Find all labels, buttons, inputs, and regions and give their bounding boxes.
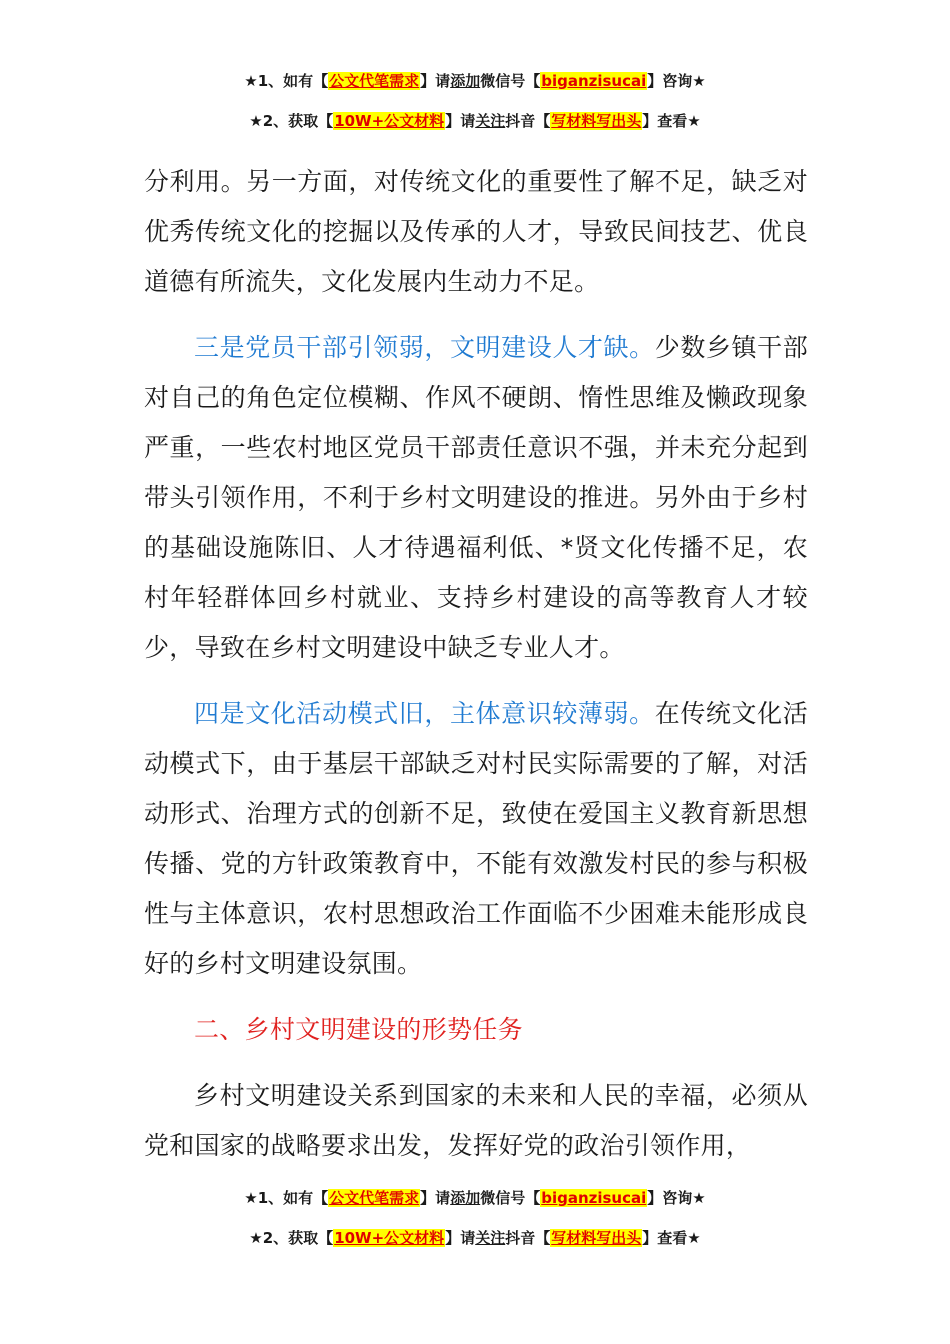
banner-underlined-follow: 关注: [475, 1229, 506, 1247]
banner-text: 微信号【: [480, 1189, 541, 1207]
banner-text: 】请: [420, 72, 451, 90]
banner-text: 】请: [445, 1229, 476, 1247]
paragraph-three: [144, 323, 808, 673]
banner-highlight-douyin: 写材料写出头: [551, 112, 642, 130]
banner-text: 微信号【: [480, 72, 541, 90]
banner-text: 】请: [445, 112, 476, 130]
paragraph-body-four: 在传统文化活动模式下，由于基层干部缺乏对村民实际需要的了解，对活动形式、治理方式的创新不足，致使在爱国主义教育新思想传播、党的方针政策教育中，不能有效激发村民的参与积极性与主体意识，农村思想政治工作面临不少困难未能形成良好的乡村文明建设氛围。: [144, 699, 808, 978]
banner-text: ★2、获取【: [249, 1229, 334, 1247]
document-body: [144, 157, 808, 1171]
paragraph-body-three: 少数乡镇干部对自己的角色定位模糊、作风不硬朗、惰性思维及懒政现象严重，一些农村地区党员干部责任意识不强，并未充分起到带头引领作用，不利于乡村文明建设的推进。另外由于乡村的基础设施陈旧、人才待遇福利低、*贤文化传播不足，农村年轻群体回乡村就业、支持乡村建设的高等教育人才较少，导致在乡村文明建设中缺乏专业人才。: [144, 333, 808, 662]
section-heading: 二、乡村文明建设的形势任务: [194, 1015, 523, 1044]
bottom-banner-line-2: [0, 1227, 950, 1249]
banner-text: ★1、如有【: [244, 1189, 329, 1207]
banner-highlight-douyin: 写材料写出头: [551, 1229, 642, 1247]
banner-text: 】请: [420, 1189, 451, 1207]
banner-underlined-add: 添加: [450, 72, 481, 90]
banner-text: ★1、如有【: [244, 72, 329, 90]
banner-highlight-wechat-id: biganzisucai: [541, 1189, 647, 1207]
banner-text: ★2、获取【: [249, 112, 334, 130]
top-banner-line-2: [0, 110, 950, 132]
banner-text: 】查看★: [642, 112, 701, 130]
banner-underlined-follow: 关注: [475, 112, 506, 130]
banner-highlight-wechat-id: biganzisucai: [541, 72, 647, 90]
banner-underlined-add: 添加: [450, 1189, 481, 1207]
banner-text: 抖音【: [505, 1229, 551, 1247]
banner-text: 】咨询★: [647, 72, 706, 90]
paragraph-section-two: 乡村文明建设关系到国家的未来和人民的幸福，必须从党和国家的战略要求出发，发挥好党的政治引领作用，: [144, 1081, 808, 1160]
paragraph-continued: 分利用。另一方面，对传统文化的重要性了解不足，缺乏对优秀传统文化的挖掘以及传承的人才，导致民间技艺、优良道德有所流失，文化发展内生动力不足。: [144, 167, 808, 296]
banner-text: 抖音【: [505, 112, 551, 130]
bottom-banner-line-1: [0, 1187, 950, 1209]
banner-highlight-ghostwriting: 公文代笔需求: [329, 1189, 420, 1207]
paragraph-four: [144, 689, 808, 989]
banner-highlight-materials: 10W+公文材料: [334, 1229, 445, 1247]
banner-highlight-materials: 10W+公文材料: [334, 112, 445, 130]
paragraph-lead-four: 四是文化活动模式旧，主体意识较薄弱。: [194, 699, 655, 728]
top-banner-line-1: [0, 70, 950, 92]
banner-highlight-ghostwriting: 公文代笔需求: [329, 72, 420, 90]
banner-text: 】咨询★: [647, 1189, 706, 1207]
paragraph-lead-three: 三是党员干部引领弱，文明建设人才缺。: [194, 333, 655, 362]
banner-text: 】查看★: [642, 1229, 701, 1247]
